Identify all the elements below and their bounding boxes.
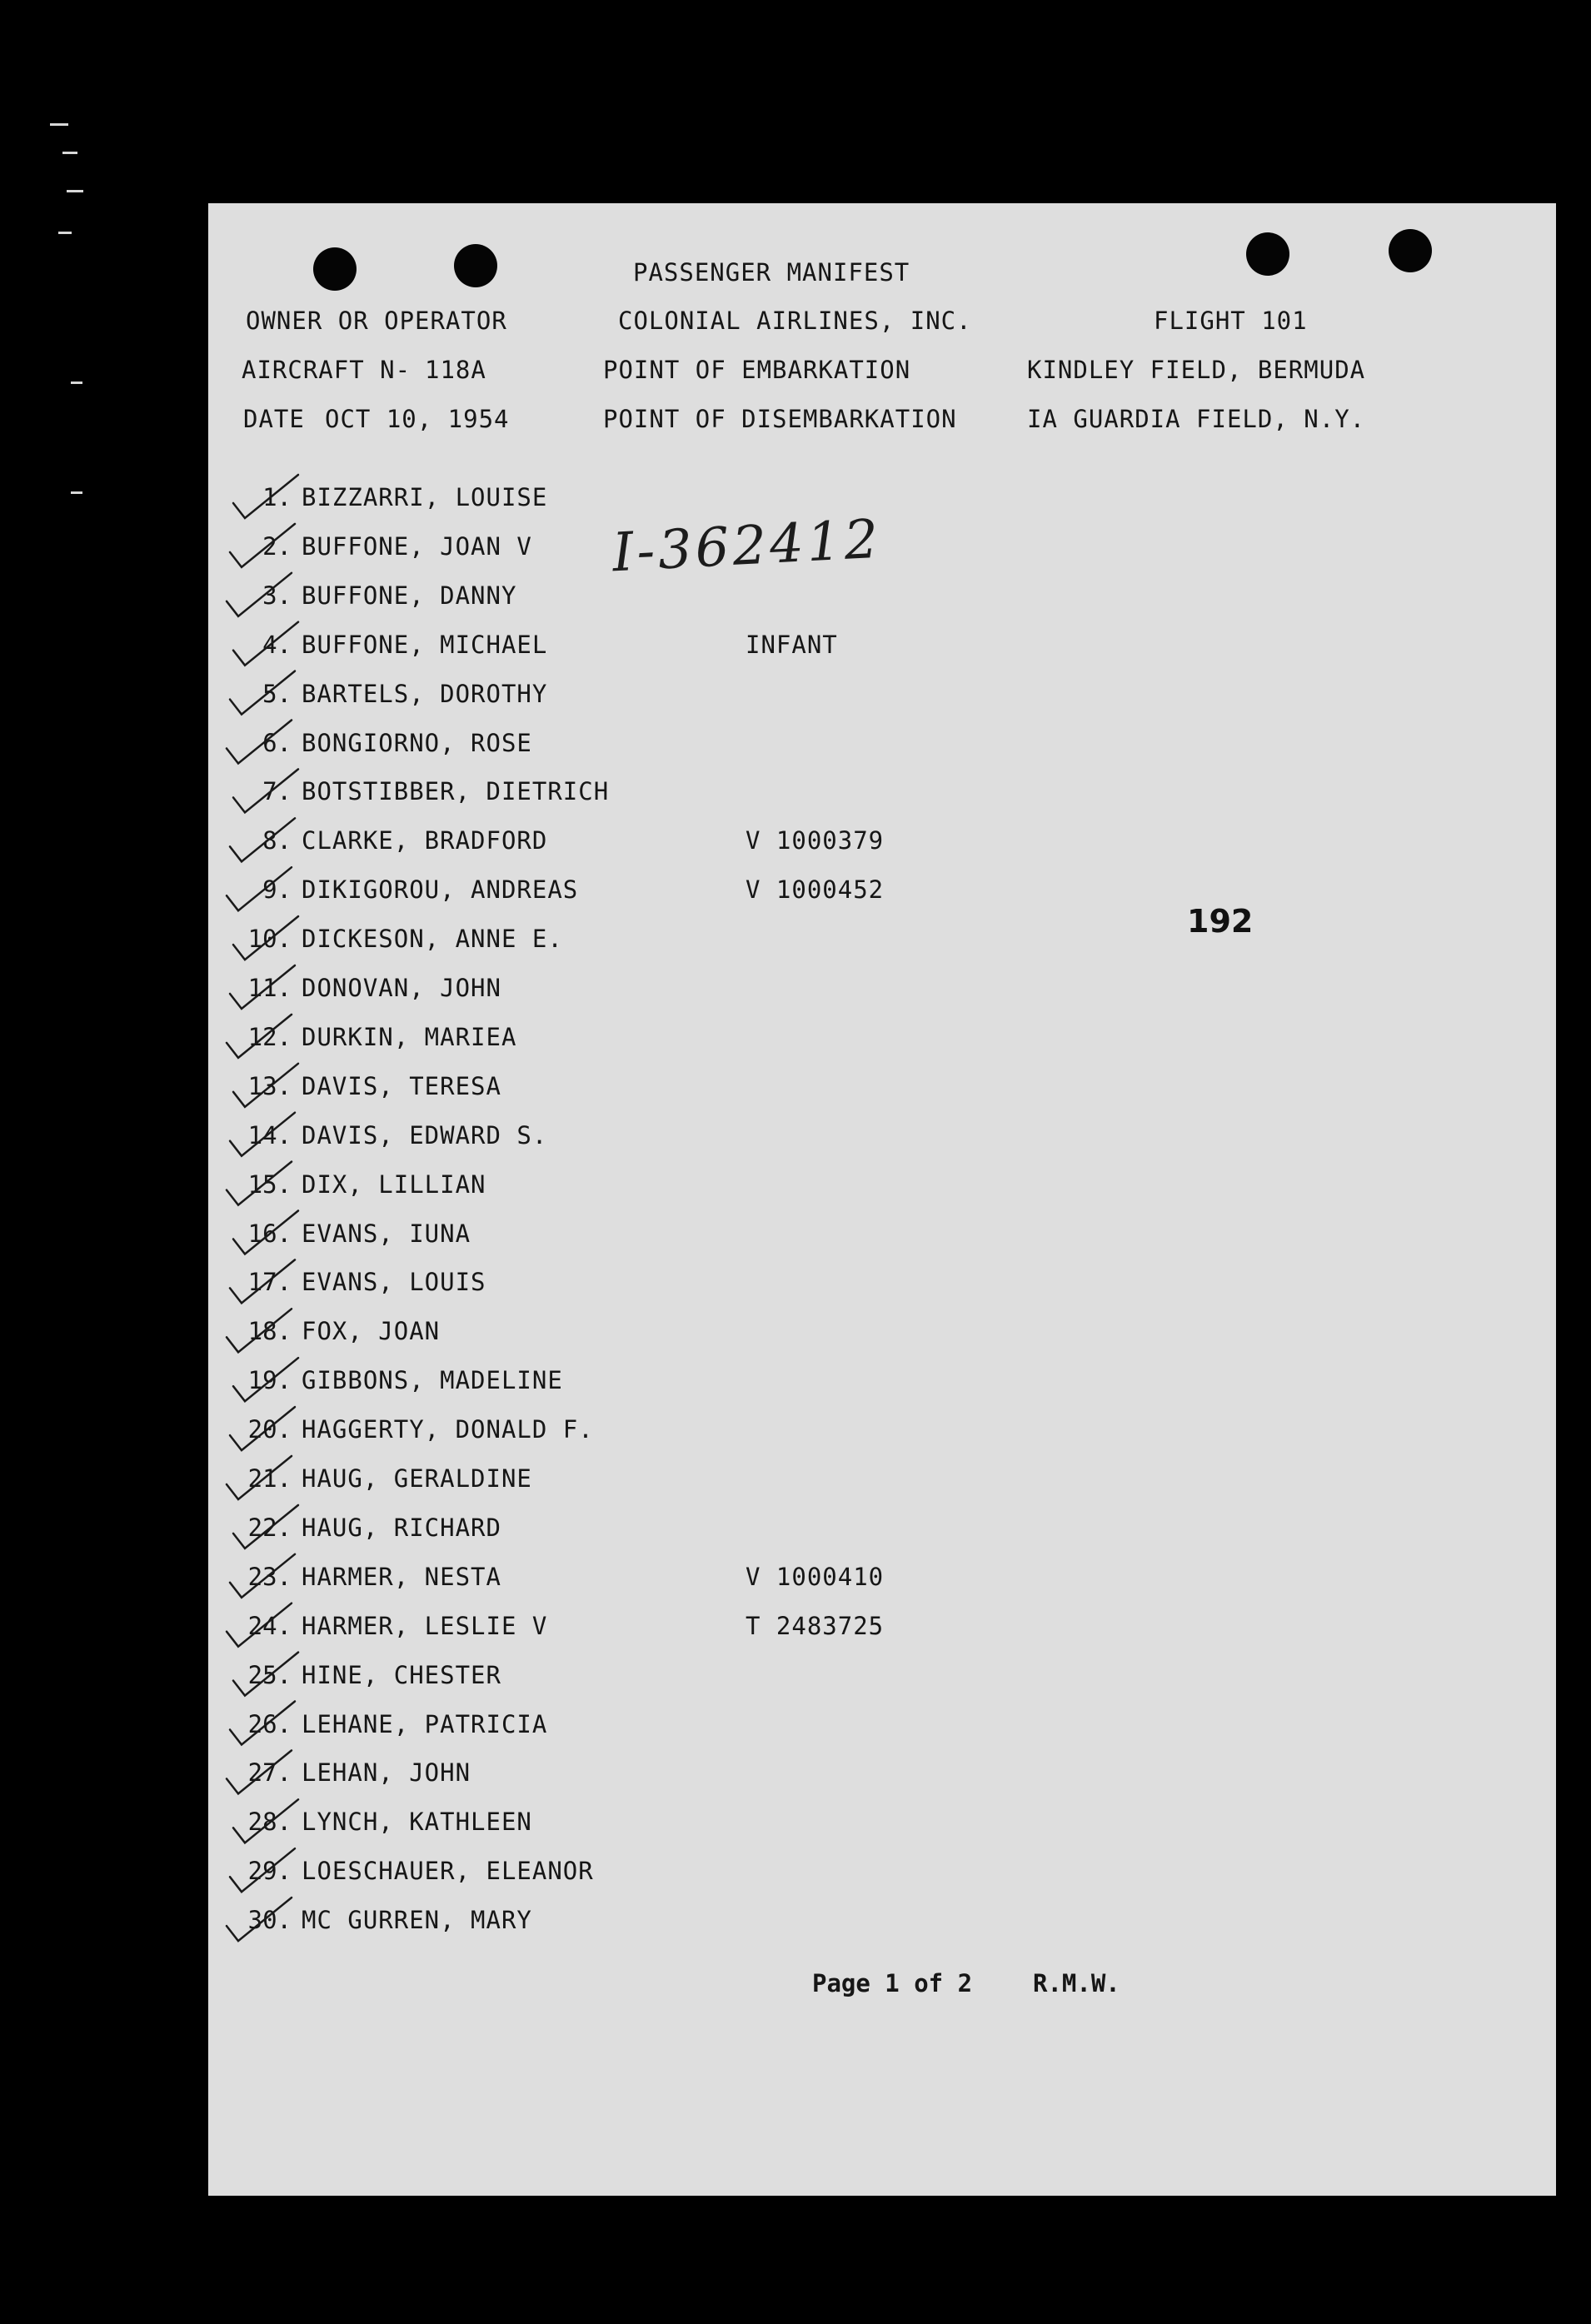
disembarkation-value: IA GUARDIA FIELD, N.Y. [1027, 405, 1366, 433]
passenger-number: 24. [247, 1612, 292, 1640]
check-mark [230, 671, 295, 715]
passenger-number: 3. [262, 581, 292, 610]
passenger-name: HARMER, NESTA [302, 1563, 501, 1591]
passenger-number: 7. [262, 777, 292, 805]
flight-number: FLIGHT 101 [1154, 307, 1308, 335]
check-mark [230, 1554, 295, 1598]
passenger-name: BOTSTIBBER, DIETRICH [302, 777, 610, 805]
passenger-name: EVANS, LOUIS [302, 1268, 486, 1296]
check-marks [208, 203, 1556, 2196]
manifest-title: PASSENGER MANIFEST [633, 258, 910, 287]
passenger-name: DIKIGOROU, ANDREAS [302, 875, 579, 904]
passenger-name: LEHAN, JOHN [302, 1758, 471, 1787]
passenger-number: 10. [247, 925, 292, 953]
passenger-number: 5. [262, 680, 292, 708]
passenger-note: INFANT [746, 631, 838, 659]
date-value: OCT 10, 1954 [325, 405, 510, 433]
passenger-number: 4. [262, 631, 292, 659]
passenger-number: 12. [247, 1023, 292, 1051]
passenger-name: HINE, CHESTER [302, 1661, 501, 1689]
scan-speck [62, 152, 77, 154]
manifest-page [208, 203, 1556, 2196]
handwritten-reference: I-362412 [611, 508, 883, 585]
check-mark [227, 1162, 292, 1205]
passenger-number: 16. [247, 1219, 292, 1248]
passenger-number: 21. [247, 1464, 292, 1493]
aircraft-value: 118A [425, 356, 486, 384]
check-mark [233, 769, 298, 812]
check-mark [227, 573, 292, 616]
scan-speck [67, 190, 83, 192]
check-mark [227, 1750, 292, 1793]
passenger-note: V 1000452 [746, 875, 885, 904]
passenger-name: BONGIORNO, ROSE [302, 729, 532, 757]
passenger-name: BUFFONE, MICHAEL [302, 631, 548, 659]
scan-speck [58, 232, 72, 234]
check-mark [233, 1505, 298, 1549]
passenger-name: MC GURREN, MARY [302, 1906, 532, 1934]
passenger-number: 17. [247, 1268, 292, 1296]
passenger-name: DAVIS, TERESA [302, 1072, 501, 1100]
passenger-name: GIBBONS, MADELINE [302, 1366, 563, 1394]
passenger-name: DONOVAN, JOHN [302, 974, 501, 1002]
disembarkation-label: POINT OF DISEMBARKATION [603, 405, 957, 433]
passenger-number: 18. [247, 1317, 292, 1345]
check-mark [230, 965, 295, 1009]
embarkation-value: KINDLEY FIELD, BERMUDA [1027, 356, 1366, 384]
passenger-number: 11. [247, 974, 292, 1002]
passenger-number: 20. [247, 1415, 292, 1444]
check-mark [233, 1064, 298, 1107]
passenger-name: DURKIN, MARIEA [302, 1023, 517, 1051]
scan-speck [71, 382, 82, 384]
clerk-initials: R.M.W. [1033, 1969, 1120, 1997]
passenger-number: 9. [262, 875, 292, 904]
scan-speck [71, 491, 82, 494]
check-mark [233, 1211, 298, 1254]
passenger-name: DAVIS, EDWARD S. [302, 1121, 548, 1150]
passenger-name: HAGGERTY, DONALD F. [302, 1415, 594, 1444]
check-mark [227, 867, 292, 910]
passenger-name: EVANS, IUNA [302, 1219, 471, 1248]
check-mark [233, 1358, 298, 1401]
passenger-number: 8. [262, 826, 292, 855]
embarkation-label: POINT OF EMBARKATION [603, 356, 911, 384]
passenger-name: LEHANE, PATRICIA [302, 1710, 548, 1738]
check-mark [227, 1603, 292, 1647]
passenger-name: BUFFONE, DANNY [302, 581, 517, 610]
passenger-note: T 2483725 [746, 1612, 885, 1640]
passenger-name: HAUG, GERALDINE [302, 1464, 532, 1493]
passenger-number: 22. [247, 1514, 292, 1542]
passenger-number: 29. [247, 1857, 292, 1885]
passenger-number: 27. [247, 1758, 292, 1787]
passenger-name: BUFFONE, JOAN V [302, 532, 532, 561]
passenger-name: FOX, JOAN [302, 1317, 441, 1345]
passenger-name: BIZZARRI, LOUISE [302, 483, 548, 511]
check-mark [230, 524, 295, 567]
passenger-number: 13. [247, 1072, 292, 1100]
check-mark [227, 1456, 292, 1499]
passenger-name: BARTELS, DOROTHY [302, 680, 548, 708]
check-mark [230, 1407, 295, 1450]
passenger-number: 30. [247, 1906, 292, 1934]
passenger-name: DICKESON, ANNE E. [302, 925, 563, 953]
scan-speck [50, 123, 68, 126]
passenger-number: 23. [247, 1563, 292, 1591]
check-mark [233, 916, 298, 960]
passenger-number: 15. [247, 1170, 292, 1199]
check-mark [227, 721, 292, 764]
check-mark [230, 1113, 295, 1156]
check-mark [230, 1702, 295, 1745]
passenger-name: LYNCH, KATHLEEN [302, 1808, 532, 1836]
passenger-number: 6. [262, 729, 292, 757]
owner-label: OWNER OR OPERATOR [246, 307, 507, 335]
passenger-number: 19. [247, 1366, 292, 1394]
passenger-name: DIX, LILLIAN [302, 1170, 486, 1199]
check-mark [227, 1898, 292, 1941]
check-mark [230, 818, 295, 861]
check-mark [227, 1309, 292, 1352]
check-mark [233, 1799, 298, 1843]
passenger-name: CLARKE, BRADFORD [302, 826, 548, 855]
check-mark [233, 475, 298, 518]
owner-value: COLONIAL AIRLINES, INC. [618, 307, 972, 335]
check-mark [230, 1259, 295, 1303]
passenger-number: 26. [247, 1710, 292, 1738]
check-mark [233, 1653, 298, 1696]
passenger-name: HARMER, LESLIE V [302, 1612, 548, 1640]
check-mark [230, 1848, 295, 1892]
passenger-name: HAUG, RICHARD [302, 1514, 501, 1542]
passenger-number: 1. [262, 483, 292, 511]
aircraft-label: AIRCRAFT N- [242, 356, 411, 384]
passenger-note: V 1000410 [746, 1563, 885, 1591]
passenger-note: V 1000379 [746, 826, 885, 855]
stamped-number: 192 [1187, 903, 1254, 940]
passenger-name: LOESCHAUER, ELEANOR [302, 1857, 594, 1885]
passenger-number: 25. [247, 1661, 292, 1689]
date-label: DATE [243, 405, 305, 433]
check-mark [233, 622, 298, 666]
passenger-number: 2. [262, 532, 292, 561]
passenger-number: 14. [247, 1121, 292, 1150]
check-mark [227, 1015, 292, 1058]
passenger-number: 28. [247, 1808, 292, 1836]
page-number: Page 1 of 2 [812, 1969, 973, 1997]
